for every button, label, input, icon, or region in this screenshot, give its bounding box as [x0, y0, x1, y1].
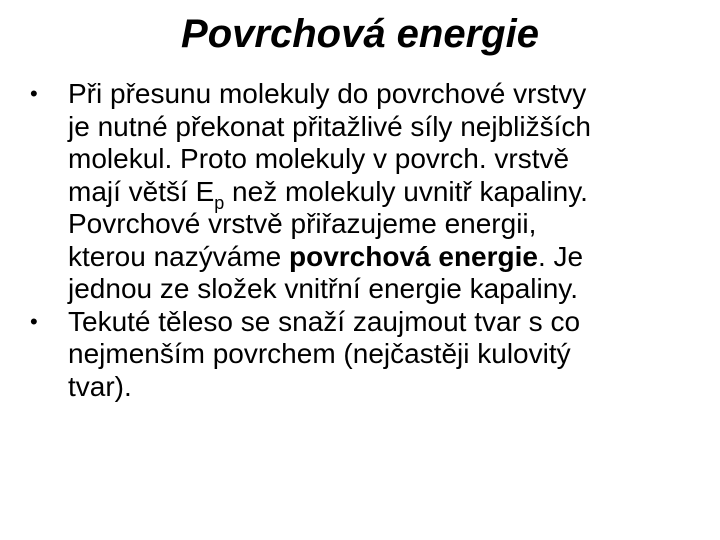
text-line: je nutné překonat přitažlivé síly nejbližších: [68, 110, 591, 142]
subscript: p: [214, 192, 225, 213]
bullet-marker: •: [30, 81, 38, 106]
text-line: molekul. Proto molekuly v povrch. vrstvě: [68, 143, 570, 174]
text-line: nejmenším povrchem (nejčastěji kulovitý: [68, 338, 571, 369]
bold-term: povrchová energie: [289, 240, 538, 272]
text-fragment: než molekuly uvnitř kapaliny.: [224, 175, 588, 207]
bullet-item-liquid-shape: [30, 306, 706, 404]
text-line: Při přesunu molekuly do povrchové vrstvy: [68, 78, 587, 109]
text-line: jednou ze složek vnitřní energie kapaliny.: [68, 273, 579, 304]
slide-title: Povrchová energie: [181, 12, 539, 56]
bullet-item-surface-layer: [30, 78, 706, 306]
text-fragment: kterou nazýváme: [68, 240, 289, 272]
text-line: Tekuté těleso se snaží zaujmout tvar s co: [68, 305, 581, 337]
text-line: Povrchové vrstvě přiřazujeme energii,: [68, 208, 537, 239]
text-fragment: . Je: [537, 240, 584, 272]
bullet-marker: •: [30, 308, 38, 334]
text-line: tvar).: [68, 370, 132, 402]
text-fragment: mají větší E: [68, 175, 215, 207]
bullet-list: [30, 78, 706, 403]
text-line: [68, 175, 706, 213]
text-line: [68, 241, 706, 274]
